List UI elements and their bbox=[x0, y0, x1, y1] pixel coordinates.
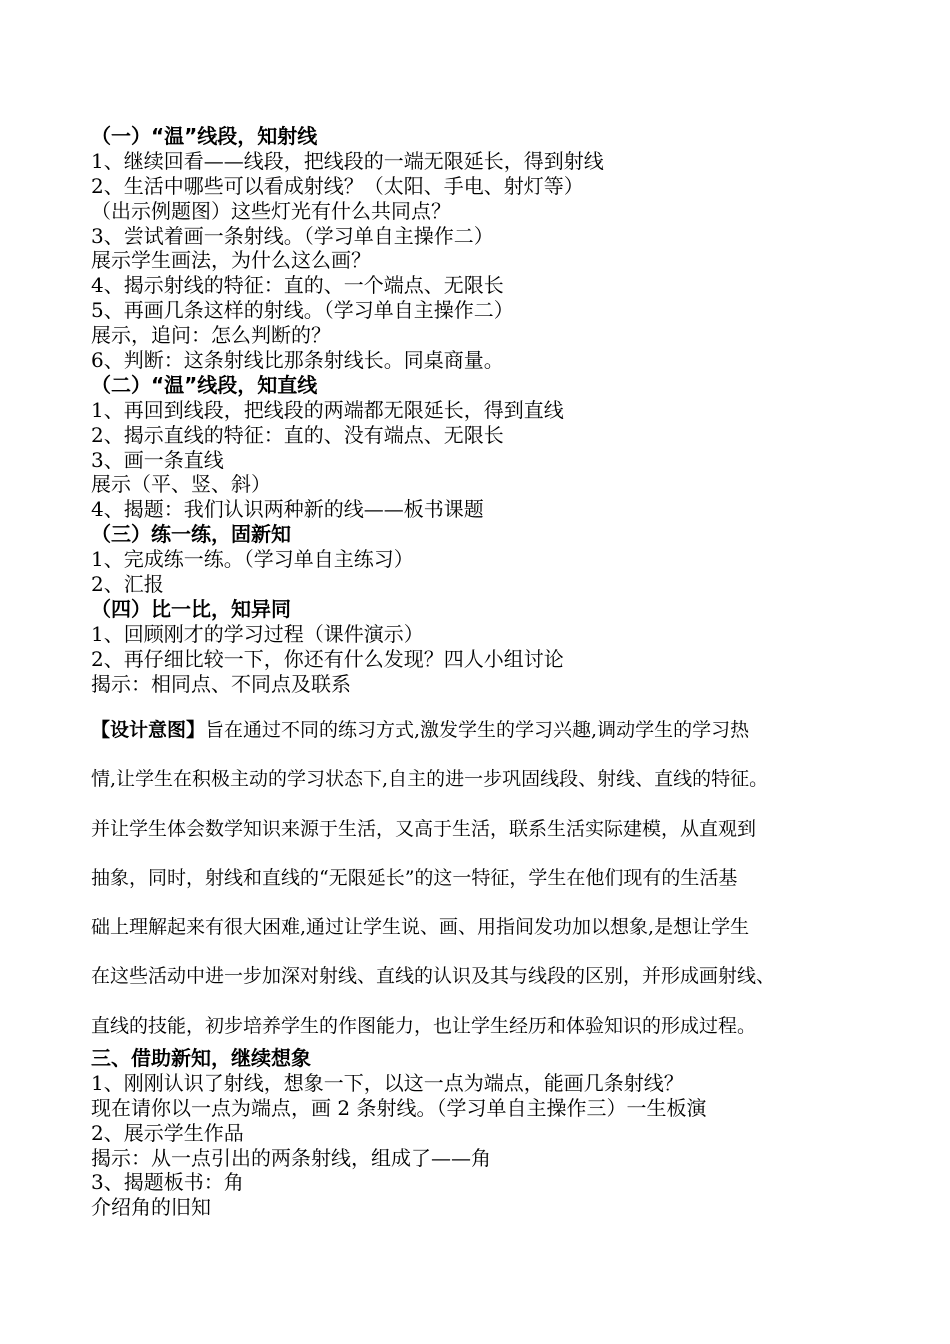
text-line: 2、揭示直线的特征：直的、没有端点、无限长 bbox=[91, 422, 504, 447]
text-line: 展示，追问：怎么判断的？ bbox=[91, 323, 331, 348]
text-line: 2、展示学生作品 bbox=[91, 1120, 244, 1145]
text-line: 6、判断：这条射线比那条射线长。同桌商量。 bbox=[91, 348, 504, 373]
text-line: 现在请你以一点为端点，画 2 条射线。（学习单自主操作三）一生板演 bbox=[91, 1095, 707, 1120]
section-heading: （三）练一练，固新知 bbox=[91, 522, 291, 547]
text-line: 4、揭题：我们认识两种新的线——板书课题 bbox=[91, 497, 484, 522]
text-line: 4、揭示射线的特征：直的、一个端点、无限长 bbox=[91, 273, 504, 298]
text-line: 2、汇报 bbox=[91, 572, 164, 597]
design-intent-label: 【设计意图】 bbox=[91, 719, 206, 741]
text-line: 3、尝试着画一条射线。（学习单自主操作二） bbox=[91, 223, 494, 248]
text-line: 展示学生画法，为什么这么画？ bbox=[91, 248, 371, 273]
lesson-steps-part-two bbox=[91, 1046, 891, 1220]
text-line: 揭示：从一点引出的两条射线，组成了——角 bbox=[91, 1145, 491, 1170]
design-intent-paragraph bbox=[91, 706, 881, 1051]
text-line: 3、揭题板书：角 bbox=[91, 1170, 244, 1195]
text-line: 1、刚刚认识了射线，想象一下，以这一点为端点，能画几条射线？ bbox=[91, 1070, 684, 1095]
text-line: 揭示：相同点、不同点及联系 bbox=[91, 671, 351, 696]
section-heading: （一）“温”线段，知射线 bbox=[91, 124, 318, 148]
text-line: 3、画一条直线 bbox=[91, 447, 224, 472]
paragraph-line bbox=[91, 706, 881, 755]
paragraph-line: 抽象，同时，射线和直线的“无限延长”的这一特征，学生在他们现有的生活基 bbox=[91, 866, 738, 889]
text-line: 1、完成练一练。（学习单自主练习） bbox=[91, 547, 414, 572]
paragraph-line: 情,让学生在积极主动的学习状态下,自主的进一步巩固线段、射线、直线的特征。 bbox=[91, 768, 769, 791]
text-line: 1、再回到线段，把线段的两端都无限延长，得到直线 bbox=[91, 397, 564, 422]
section-heading: （四）比一比，知异同 bbox=[91, 596, 291, 621]
text-line: （出示例题图）这些灯光有什么共同点？ bbox=[91, 198, 451, 223]
text-line: 1、回顾刚才的学习过程（课件演示） bbox=[91, 621, 424, 646]
text-line: 展示（平、竖、斜） bbox=[91, 472, 271, 497]
lesson-steps-part-one bbox=[91, 124, 891, 696]
section-heading: （二）“温”线段，知直线 bbox=[91, 372, 318, 397]
paragraph-line: 在这些活动中进一步加深对射线、直线的认识及其与线段的区别，并形成画射线、 bbox=[91, 965, 776, 988]
paragraph-line: 础上理解起来有很大困难,通过让学生说、画、用指间发功加以想象,是想让学生 bbox=[91, 916, 750, 939]
text-line: 5、再画几条这样的射线。（学习单自主操作二） bbox=[91, 298, 514, 323]
paragraph-text: 旨在通过不同的练习方式,激发学生的学习兴趣,调动学生的学习热 bbox=[205, 719, 750, 741]
text-line: 2、生活中哪些可以看成射线？（太阳、手电、射灯等） bbox=[91, 173, 584, 198]
section-heading: 三、借助新知，继续想象 bbox=[91, 1046, 311, 1070]
text-line: 介绍角的旧知 bbox=[91, 1195, 211, 1220]
text-line: 1、继续回看——线段，把线段的一端无限延长，得到射线 bbox=[91, 148, 604, 173]
paragraph-line: 直线的技能，初步培养学生的作图能力，也让学生经历和体验知识的形成过程。 bbox=[91, 1014, 757, 1037]
text-line: 2、再仔细比较一下，你还有什么发现？四人小组讨论 bbox=[91, 646, 564, 671]
paragraph-line: 并让学生体会数学知识来源于生活，又高于生活，联系生活实际建模，从直观到 bbox=[91, 817, 757, 840]
